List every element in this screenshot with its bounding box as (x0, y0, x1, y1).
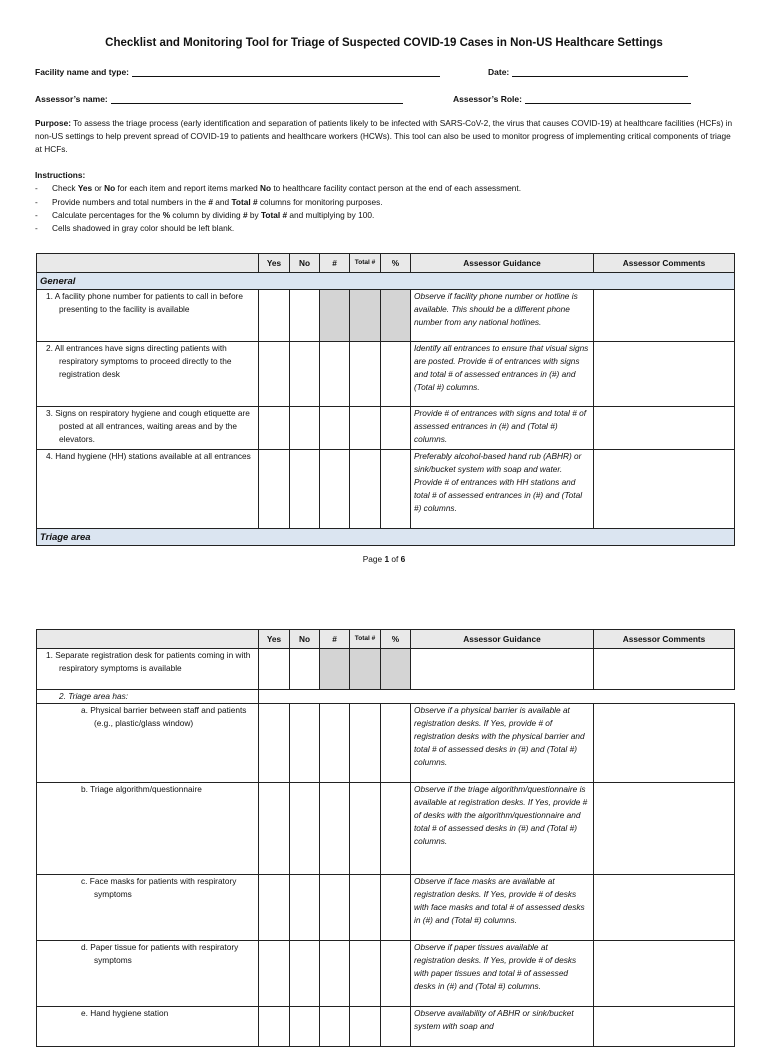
row-label: 1. A facility phone number for patients to call in before presenting to the facility is available (37, 290, 259, 342)
total-cell[interactable] (350, 407, 381, 450)
assessor-role-input-line[interactable] (525, 95, 691, 104)
yes-cell[interactable] (259, 875, 290, 941)
no-cell[interactable] (290, 342, 320, 407)
no-cell[interactable] (290, 407, 320, 450)
comments-header: Assessor Comments (594, 630, 735, 649)
percent-cell-blank (381, 290, 411, 342)
section-triage-area: Triage area (37, 529, 735, 546)
row-label: 2. Triage area has: (37, 690, 259, 704)
comments-cell[interactable] (594, 1007, 735, 1047)
total-cell[interactable] (350, 941, 381, 1007)
instructions-label: Instructions: (35, 170, 86, 180)
page-2 (0, 600, 768, 1031)
total-cell[interactable] (350, 783, 381, 875)
guidance-cell: Observe if a physical barrier is available at registration desks. If Yes, provide # of registration desks with the physical barrier and total # of assessed desks in (#) and (Total #) columns. (411, 704, 594, 783)
row-label: 3. Signs on respiratory hygiene and cough etiquette are posted at all entrances, waiting areas and by the elevators. (37, 407, 259, 450)
total-cell[interactable] (350, 704, 381, 783)
comments-cell[interactable] (594, 450, 735, 529)
total-cell[interactable] (350, 450, 381, 529)
row-label: 1. Separate registration desk for patients coming in with respiratory symptoms is available (37, 649, 259, 690)
table-row (37, 342, 735, 407)
number-header: # (320, 630, 350, 649)
checklist-table-1 (36, 253, 735, 546)
percent-cell[interactable] (381, 704, 411, 783)
no-header: No (290, 254, 320, 273)
yes-cell[interactable] (259, 342, 290, 407)
guidance-cell: Provide # of entrances with signs and total # of assessed entrances in (#) and (Total #) columns. (411, 407, 594, 450)
table-row (37, 407, 735, 450)
guidance-cell (411, 649, 594, 690)
guidance-cell: Observe if paper tissues available at registration desks. If Yes, provide # of desks with paper tissues and total # of assessed desks in (#) and (Total #) columns. (411, 941, 594, 1007)
no-cell[interactable] (290, 450, 320, 529)
instruction-4: - Cells shadowed in gray color should be left blank. (35, 222, 735, 235)
number-cell[interactable] (320, 342, 350, 407)
total-cell[interactable] (350, 875, 381, 941)
instruction-3: - Calculate percentages for the % column by dividing # by Total # and multiplying by 100. (35, 209, 735, 222)
instruction-2: - Provide numbers and total numbers in the # and Total # columns for monitoring purposes. (35, 196, 735, 209)
date-input-line[interactable] (512, 68, 688, 77)
guidance-header: Assessor Guidance (411, 630, 594, 649)
number-cell[interactable] (320, 941, 350, 1007)
instructions (35, 169, 735, 235)
comments-cell[interactable] (594, 704, 735, 783)
total-cell-blank (350, 290, 381, 342)
assessor-name-label: Assessor’s name: (35, 94, 108, 104)
percent-header: % (381, 630, 411, 649)
number-cell[interactable] (320, 450, 350, 529)
row-label: 2. All entrances have signs directing patients with respiratory symptoms to proceed directly to the registration desk (37, 342, 259, 407)
facility-label: Facility name and type: (35, 67, 129, 77)
guidance-cell: Identify all entrances to ensure that visual signs are posted. Provide # of entrances with signs and total # of assessed entrances in (#) and (Total #) columns. (411, 342, 594, 407)
table-row (37, 704, 735, 783)
no-cell[interactable] (290, 875, 320, 941)
no-cell[interactable] (290, 1007, 320, 1047)
row-label: a. Physical barrier between staff and patients (e.g., plastic/glass window) (37, 704, 259, 783)
number-cell[interactable] (320, 1007, 350, 1047)
table-header (37, 630, 735, 649)
row-label: 4. Hand hygiene (HH) stations available at all entrances (37, 450, 259, 529)
yes-cell[interactable] (259, 450, 290, 529)
assessor-name-field (35, 94, 403, 104)
yes-cell[interactable] (259, 1007, 290, 1047)
row-label: e. Hand hygiene station (37, 1007, 259, 1047)
assessor-role-field (453, 94, 691, 104)
yes-cell[interactable] (259, 941, 290, 1007)
percent-cell-blank (381, 649, 411, 690)
percent-cell[interactable] (381, 450, 411, 529)
total-cell[interactable] (350, 1007, 381, 1047)
yes-header: Yes (259, 630, 290, 649)
purpose-paragraph (35, 117, 735, 156)
assessor-name-input-line[interactable] (111, 95, 403, 104)
row-label: d. Paper tissue for patients with respiratory symptoms (37, 941, 259, 1007)
no-cell[interactable] (290, 290, 320, 342)
percent-cell[interactable] (381, 783, 411, 875)
percent-cell[interactable] (381, 941, 411, 1007)
guidance-cell: Observe if face masks are available at registration desks. If Yes, provide # of desks with face masks and total # of assessed desks in (#) and (Total #) columns. (411, 875, 594, 941)
table-row-subheading (37, 690, 735, 704)
no-cell[interactable] (290, 704, 320, 783)
table-header (37, 254, 735, 273)
number-cell[interactable] (320, 704, 350, 783)
total-cell[interactable] (350, 342, 381, 407)
comments-cell[interactable] (594, 290, 735, 342)
page-number: Page 1 of 6 (362, 554, 406, 564)
no-header: No (290, 630, 320, 649)
checklist-table-2 (36, 629, 735, 1047)
comments-cell[interactable] (594, 649, 735, 690)
yes-header: Yes (259, 254, 290, 273)
yes-cell[interactable] (259, 290, 290, 342)
number-cell-blank (320, 290, 350, 342)
facility-field (35, 67, 440, 77)
comments-cell[interactable] (594, 407, 735, 450)
guidance-cell: Preferably alcohol-based hand rub (ABHR) or sink/bucket system with soap and water. Provide # of entrances with HH stations and total # of assessed entrances in (#) and (Total #) columns. (411, 450, 594, 529)
total-header: Total # (350, 630, 381, 649)
number-cell[interactable] (320, 407, 350, 450)
comments-cell[interactable] (594, 342, 735, 407)
comments-cell[interactable] (594, 783, 735, 875)
total-cell-blank (350, 649, 381, 690)
percent-header: % (381, 254, 411, 273)
percent-cell[interactable] (381, 875, 411, 941)
assessor-role-label: Assessor’s Role: (453, 94, 522, 104)
number-cell[interactable] (320, 783, 350, 875)
yes-cell[interactable] (259, 783, 290, 875)
number-cell[interactable] (320, 875, 350, 941)
yes-cell[interactable] (259, 704, 290, 783)
percent-cell[interactable] (381, 1007, 411, 1047)
comments-header: Assessor Comments (594, 254, 735, 273)
number-header: # (320, 254, 350, 273)
guidance-cell: Observe availability of ABHR or sink/bucket system with soap and (411, 1007, 594, 1047)
comments-cell[interactable] (594, 941, 735, 1007)
table-row (37, 1007, 735, 1047)
facility-input-line[interactable] (132, 68, 440, 77)
guidance-header: Assessor Guidance (411, 254, 594, 273)
percent-cell[interactable] (381, 407, 411, 450)
date-label: Date: (488, 67, 510, 77)
yes-cell[interactable] (259, 649, 290, 690)
total-header: Total # (350, 254, 381, 273)
guidance-cell: Observe if the triage algorithm/questionnaire is available at registration desks. If Yes, provide # of desks with the algorithm/questionnaire and total # of assessed desks in (#) and (Total #) columns. (411, 783, 594, 875)
comments-cell[interactable] (594, 875, 735, 941)
row-label: c. Face masks for patients with respiratory symptoms (37, 875, 259, 941)
table-row (37, 290, 735, 342)
no-cell[interactable] (290, 941, 320, 1007)
no-cell[interactable] (290, 649, 320, 690)
number-cell-blank (320, 649, 350, 690)
table-row (37, 450, 735, 529)
table-row (37, 941, 735, 1007)
date-field (488, 67, 688, 77)
purpose-text: To assess the triage process (early identification and separation of patients likely to be infected with SARS-CoV-2, the virus that causes COVID-19) at healthcare facilities (HCFs) in non-US settings to help prevent spread of COVID-19 to patients and healthcare workers (HCWs). This tool can also be used to monitor progress of implementing critical components of triage at HCFs. (35, 118, 733, 154)
table-row (37, 875, 735, 941)
section-general: General (37, 273, 735, 290)
row-label: b. Triage algorithm/questionnaire (37, 783, 259, 875)
guidance-cell: Observe if facility phone number or hotline is available. This should be a different phone number from any national hotlines. (411, 290, 594, 342)
document-title: Checklist and Monitoring Tool for Triage of Suspected COVID-19 Cases in Non-US Healthcare Settings (105, 37, 663, 49)
table-row (37, 649, 735, 690)
no-cell[interactable] (290, 783, 320, 875)
purpose-label: Purpose: (35, 118, 71, 128)
yes-cell[interactable] (259, 407, 290, 450)
instruction-1: - Check Yes or No for each item and report items marked No to healthcare facility contact person at the end of each assessment. (35, 182, 735, 195)
table-row (37, 783, 735, 875)
percent-cell[interactable] (381, 342, 411, 407)
